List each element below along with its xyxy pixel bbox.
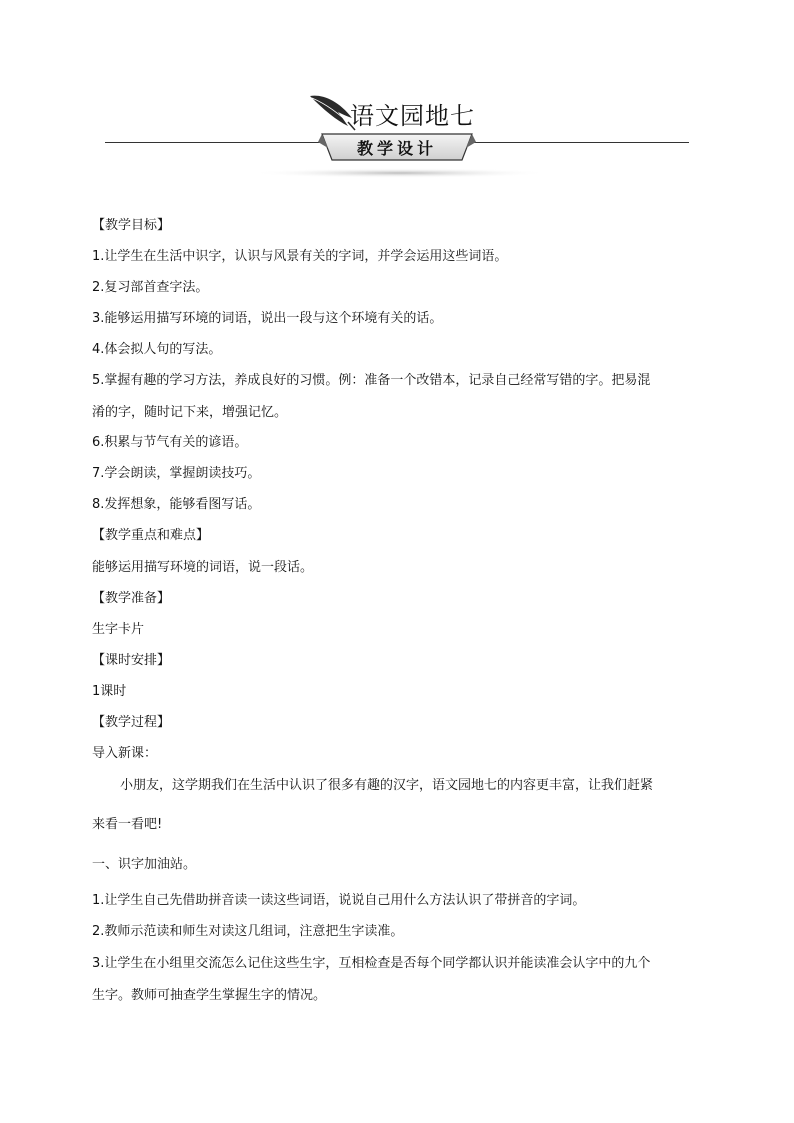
page-header	[0, 92, 794, 182]
step-item: 3.让学生在小组里交流怎么记住这些生字，互相检查是否每个同学都认识并能读准会认字中的九个	[92, 956, 651, 971]
section-banner	[318, 130, 476, 164]
objective-item: 4.体会拟人句的写法。	[92, 342, 222, 357]
objective-item-continued: 淆的字，随时记下来，增强记忆。	[92, 405, 288, 420]
page-title: 语文园地七	[350, 102, 475, 130]
step-item-continued: 生字。教师可抽查学生掌握生字的情况。	[92, 988, 327, 1003]
lesson-intro-paragraph-continued: 来看一看吧!	[92, 817, 163, 832]
key-points-text: 能够运用描写环境的词语，说一段话。	[92, 560, 314, 575]
preparation-text: 生字卡片	[92, 622, 145, 637]
section-heading-schedule: 【课时安排】	[92, 653, 171, 668]
subsection-heading: 一、识字加油站。	[92, 857, 197, 872]
step-item: 1.让学生自己先借助拼音读一读这些词语，说说自己用什么方法认识了带拼音的字词。	[92, 893, 586, 908]
section-heading-preparation: 【教学准备】	[92, 591, 171, 606]
step-item: 2.教师示范读和师生对读这几组词，注意把生字读准。	[92, 924, 404, 939]
lesson-intro-paragraph: 小朋友，这学期我们在生活中认识了很多有趣的汉字，语文园地七的内容更丰富，让我们赶紧	[120, 778, 654, 793]
objective-item: 7.学会朗读，掌握朗读技巧。	[92, 466, 261, 481]
objective-item: 2.复习部首查字法。	[92, 280, 209, 295]
objective-item: 5.掌握有趣的学习方法，养成良好的习惯。例：准备一个改错本，记录自己经常写错的字。把易混	[92, 373, 651, 388]
section-heading-key-points: 【教学重点和难点】	[92, 528, 210, 543]
banner-shadow	[250, 168, 550, 178]
section-heading-process: 【教学过程】	[92, 715, 171, 730]
banner-label: 教学设计	[356, 139, 437, 158]
objective-item: 1.让学生在生活中识字，认识与风景有关的字词，并学会运用这些词语。	[92, 249, 508, 264]
objective-item: 3.能够运用描写环境的词语，说出一段与这个环境有关的话。	[92, 311, 443, 326]
section-heading-objectives: 【教学目标】	[92, 218, 171, 233]
lesson-intro-label: 导入新课：	[92, 746, 158, 761]
objective-item: 8.发挥想象，能够看图写话。	[92, 497, 261, 512]
objective-item: 6.积累与节气有关的谚语。	[92, 435, 248, 450]
schedule-text: 1课时	[92, 684, 127, 699]
